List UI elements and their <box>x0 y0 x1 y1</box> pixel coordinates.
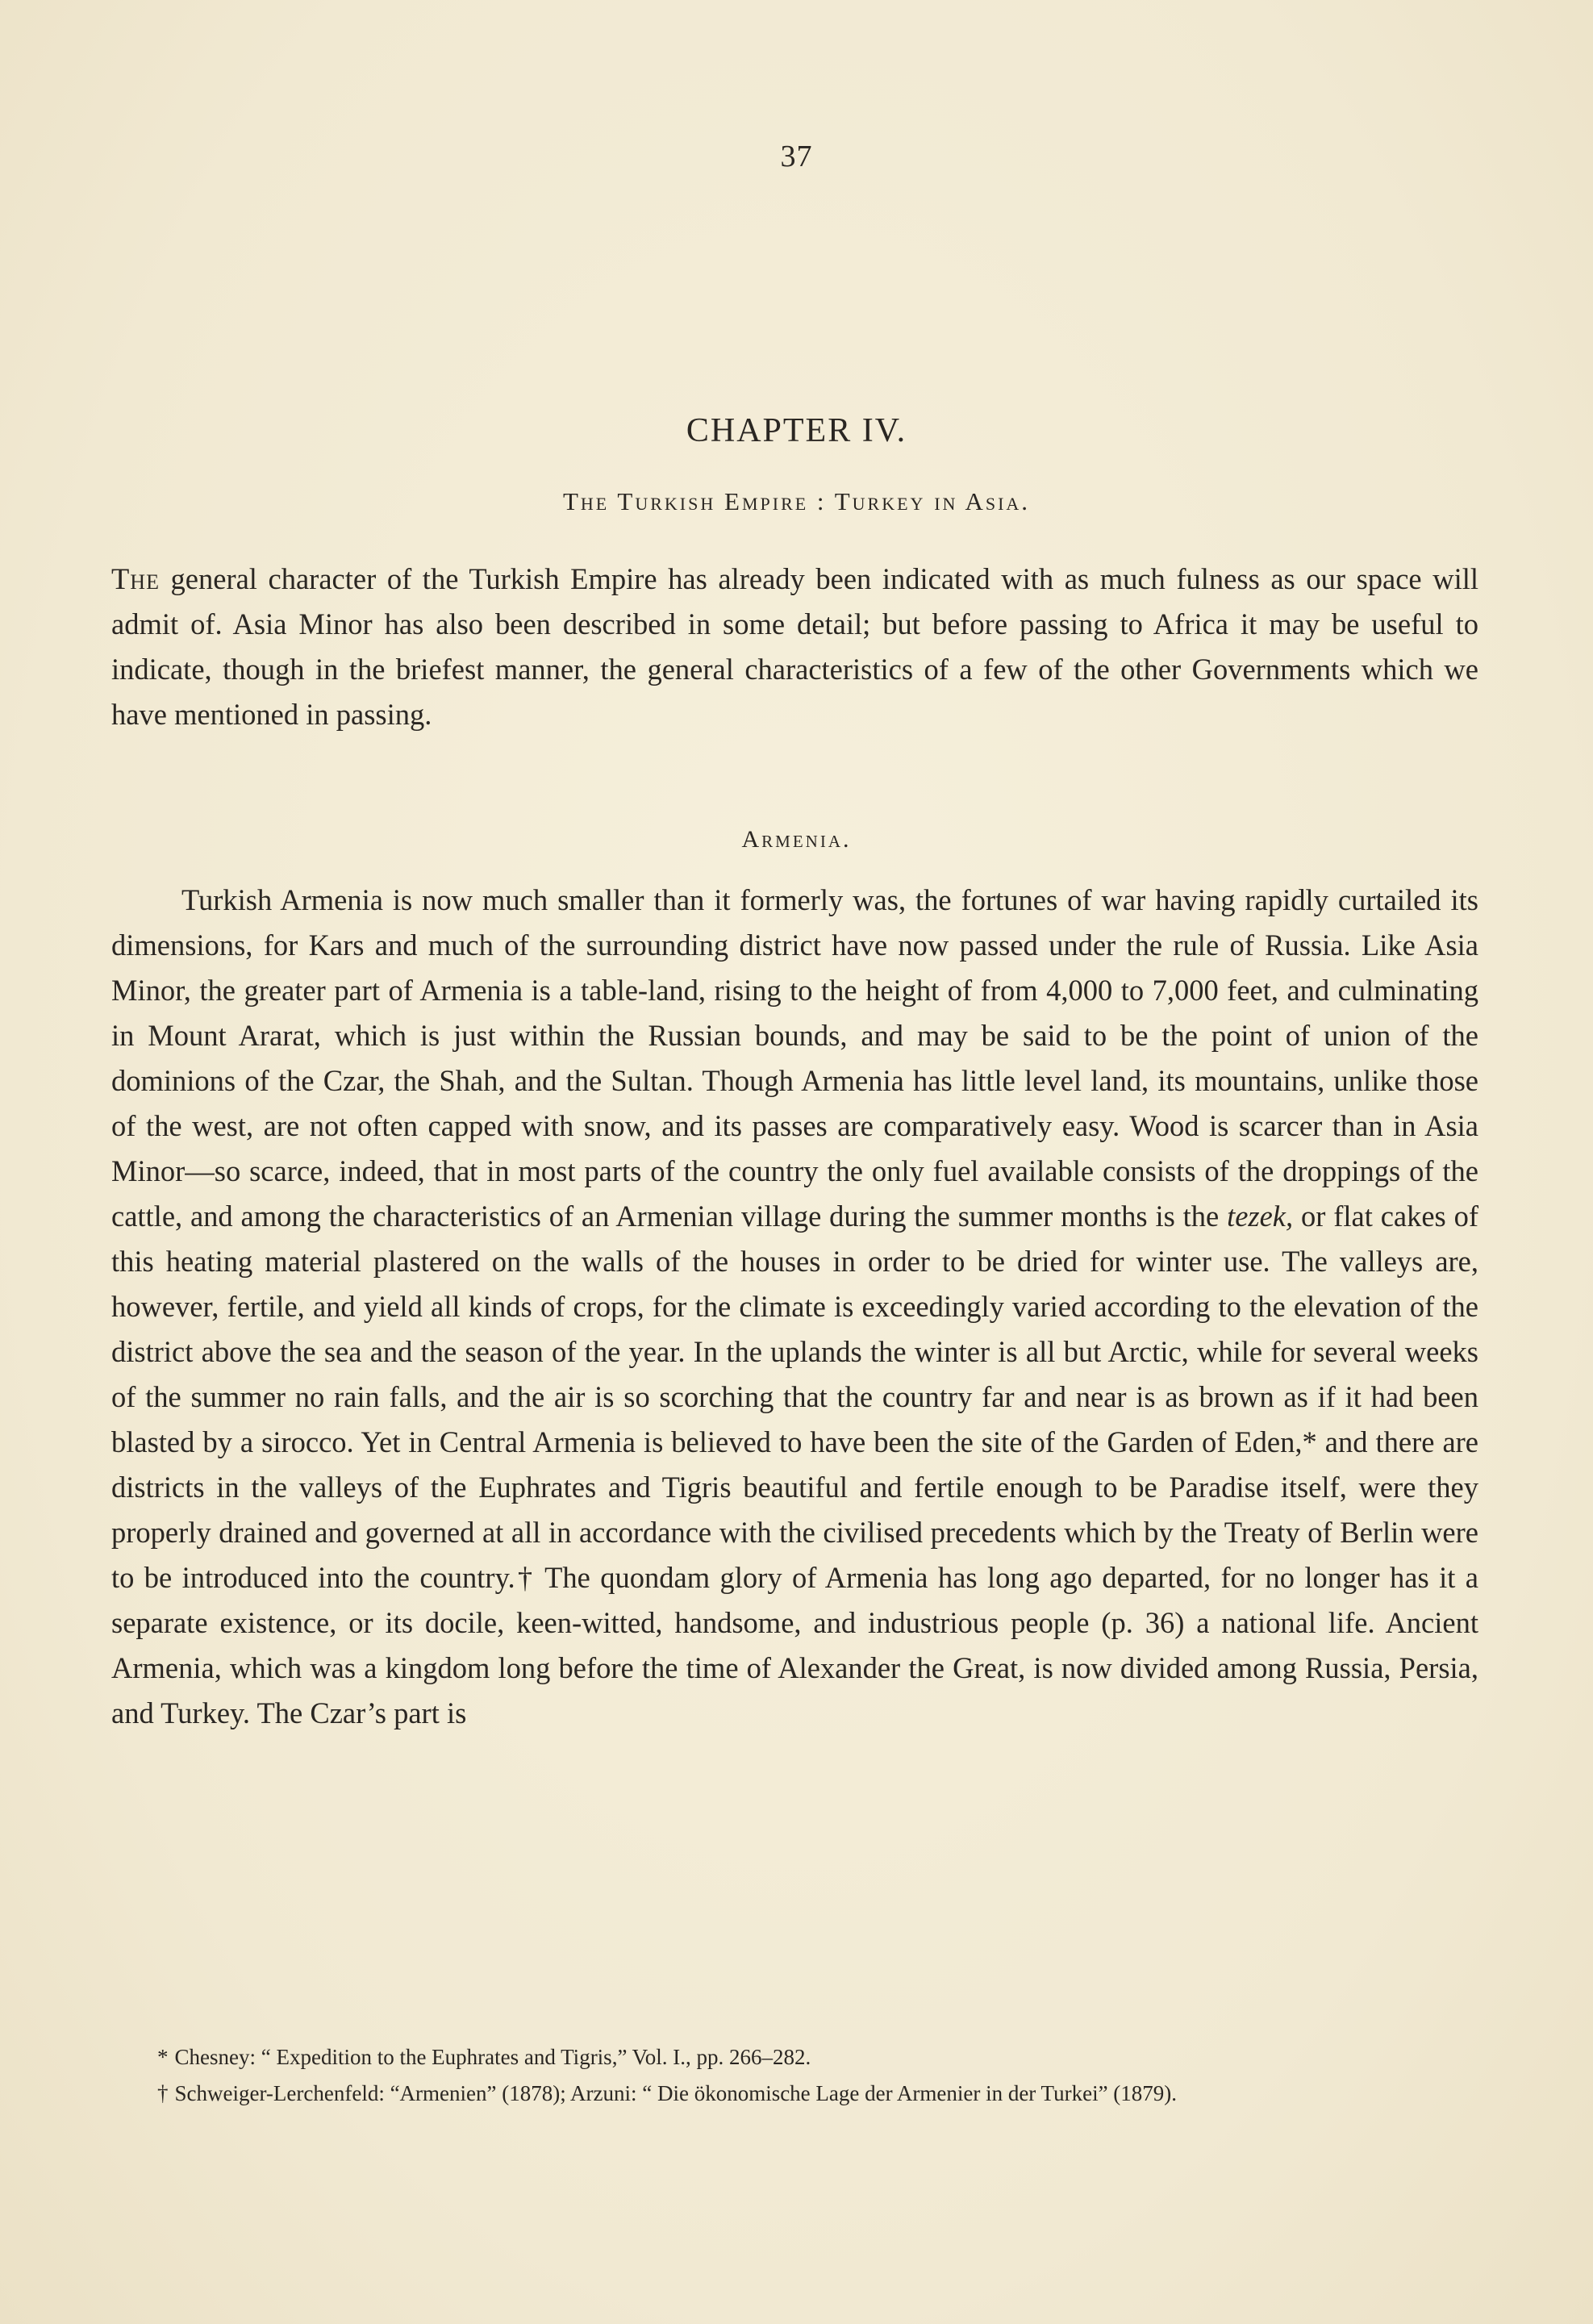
page-number: 37 <box>780 140 813 173</box>
chapter-subtitle: The Turkish Empire : Turkey in Asia. <box>562 487 1031 515</box>
paragraph-italic-term: tezek, <box>1227 1200 1294 1233</box>
footnote-mark: * <box>157 2045 169 2069</box>
footnote-text: Chesney: “ Expedition to the Euphrates and Tigris,” Vol. I., pp. 266–282. <box>174 2045 811 2069</box>
footnote-mark: † <box>157 2081 169 2105</box>
footnote <box>111 2039 1478 2076</box>
footnotes <box>111 2039 1478 2112</box>
intro-text: general character of the Turkish Empire has already been indicated with as much fulness as our space will admit of. Asia Minor has also been described in some detail; but before passing to Africa it may be useful to indicate, though in the briefest manner, the general characteristics of a few of the other Governments which we have mentioned in passing. <box>111 562 1478 731</box>
section-title: Armenia. <box>741 826 852 853</box>
paragraph-text-part2: or flat cakes of this heating material plastered on the walls of the houses in order to be dried for winter use. The valleys are, however, fertile, and yield all kinds of crops, for the climate is exceedingly varied according to the elevation of the district above the sea and the season of the year. In the uplands the winter is all but Arctic, while for several weeks of the summer no rain falls, and the air is so scorching that the country far and near is as brown as if it had been blasted by a sirocco. Yet in Central Armenia is believed to have been the site of the Garden of Eden,* and there are districts in the valleys of the Euphrates and Tigris beautiful and fertile enough to be Paradise itself, were they properly drained and governed at all in accordance with the civilised precedents which by the Treaty of Berlin were to be introduced into the country.† The quondam glory of Armenia has long ago departed, for no longer has it a separate existence, or its docile, keen-witted, handsome, and industrious people (p. 36) a national life. Ancient Armenia, which was a kingdom long before the time of Alexander the Great, is now divided among Russia, Persia, and Turkey. The Czar’s part is <box>111 1200 1478 1729</box>
armenia-paragraph <box>111 878 1478 1736</box>
footnote <box>111 2076 1478 2112</box>
intro-paragraph <box>111 557 1478 737</box>
paragraph-text-part1: Turkish Armenia is now much smaller than it formerly was, the fortunes of war having rapidly curtailed its dimensions, for Kars and much of the surrounding district have now passed under the rule of Russia. Like Asia Minor, the greater part of Armenia is a table-land, rising to the height of from 4,000 to 7,000 feet, and culminating in Mount Ararat, which is just within the Russian bounds, and may be said to be the point of union of the dominions of the Czar, the Shah, and the Sultan. Though Armenia has little level land, its mountains, unlike those of the west, are not often capped with snow, and its passes are comparatively easy. Wood is scarcer than in Asia Minor—so scarce, indeed, that in most parts of the country the only fuel available consists of the droppings of the cattle, and among the characteristics of an Armenian village during the summer months is the <box>111 883 1478 1233</box>
chapter-title: CHAPTER IV. <box>686 412 907 449</box>
intro-lead-word: The <box>111 562 160 595</box>
footnote-text: Schweiger-Lerchenfeld: “Armenien” (1878); Arzuni: “ Die ökonomische Lage der Armenier in der Turkei” (1879). <box>174 2081 1178 2105</box>
